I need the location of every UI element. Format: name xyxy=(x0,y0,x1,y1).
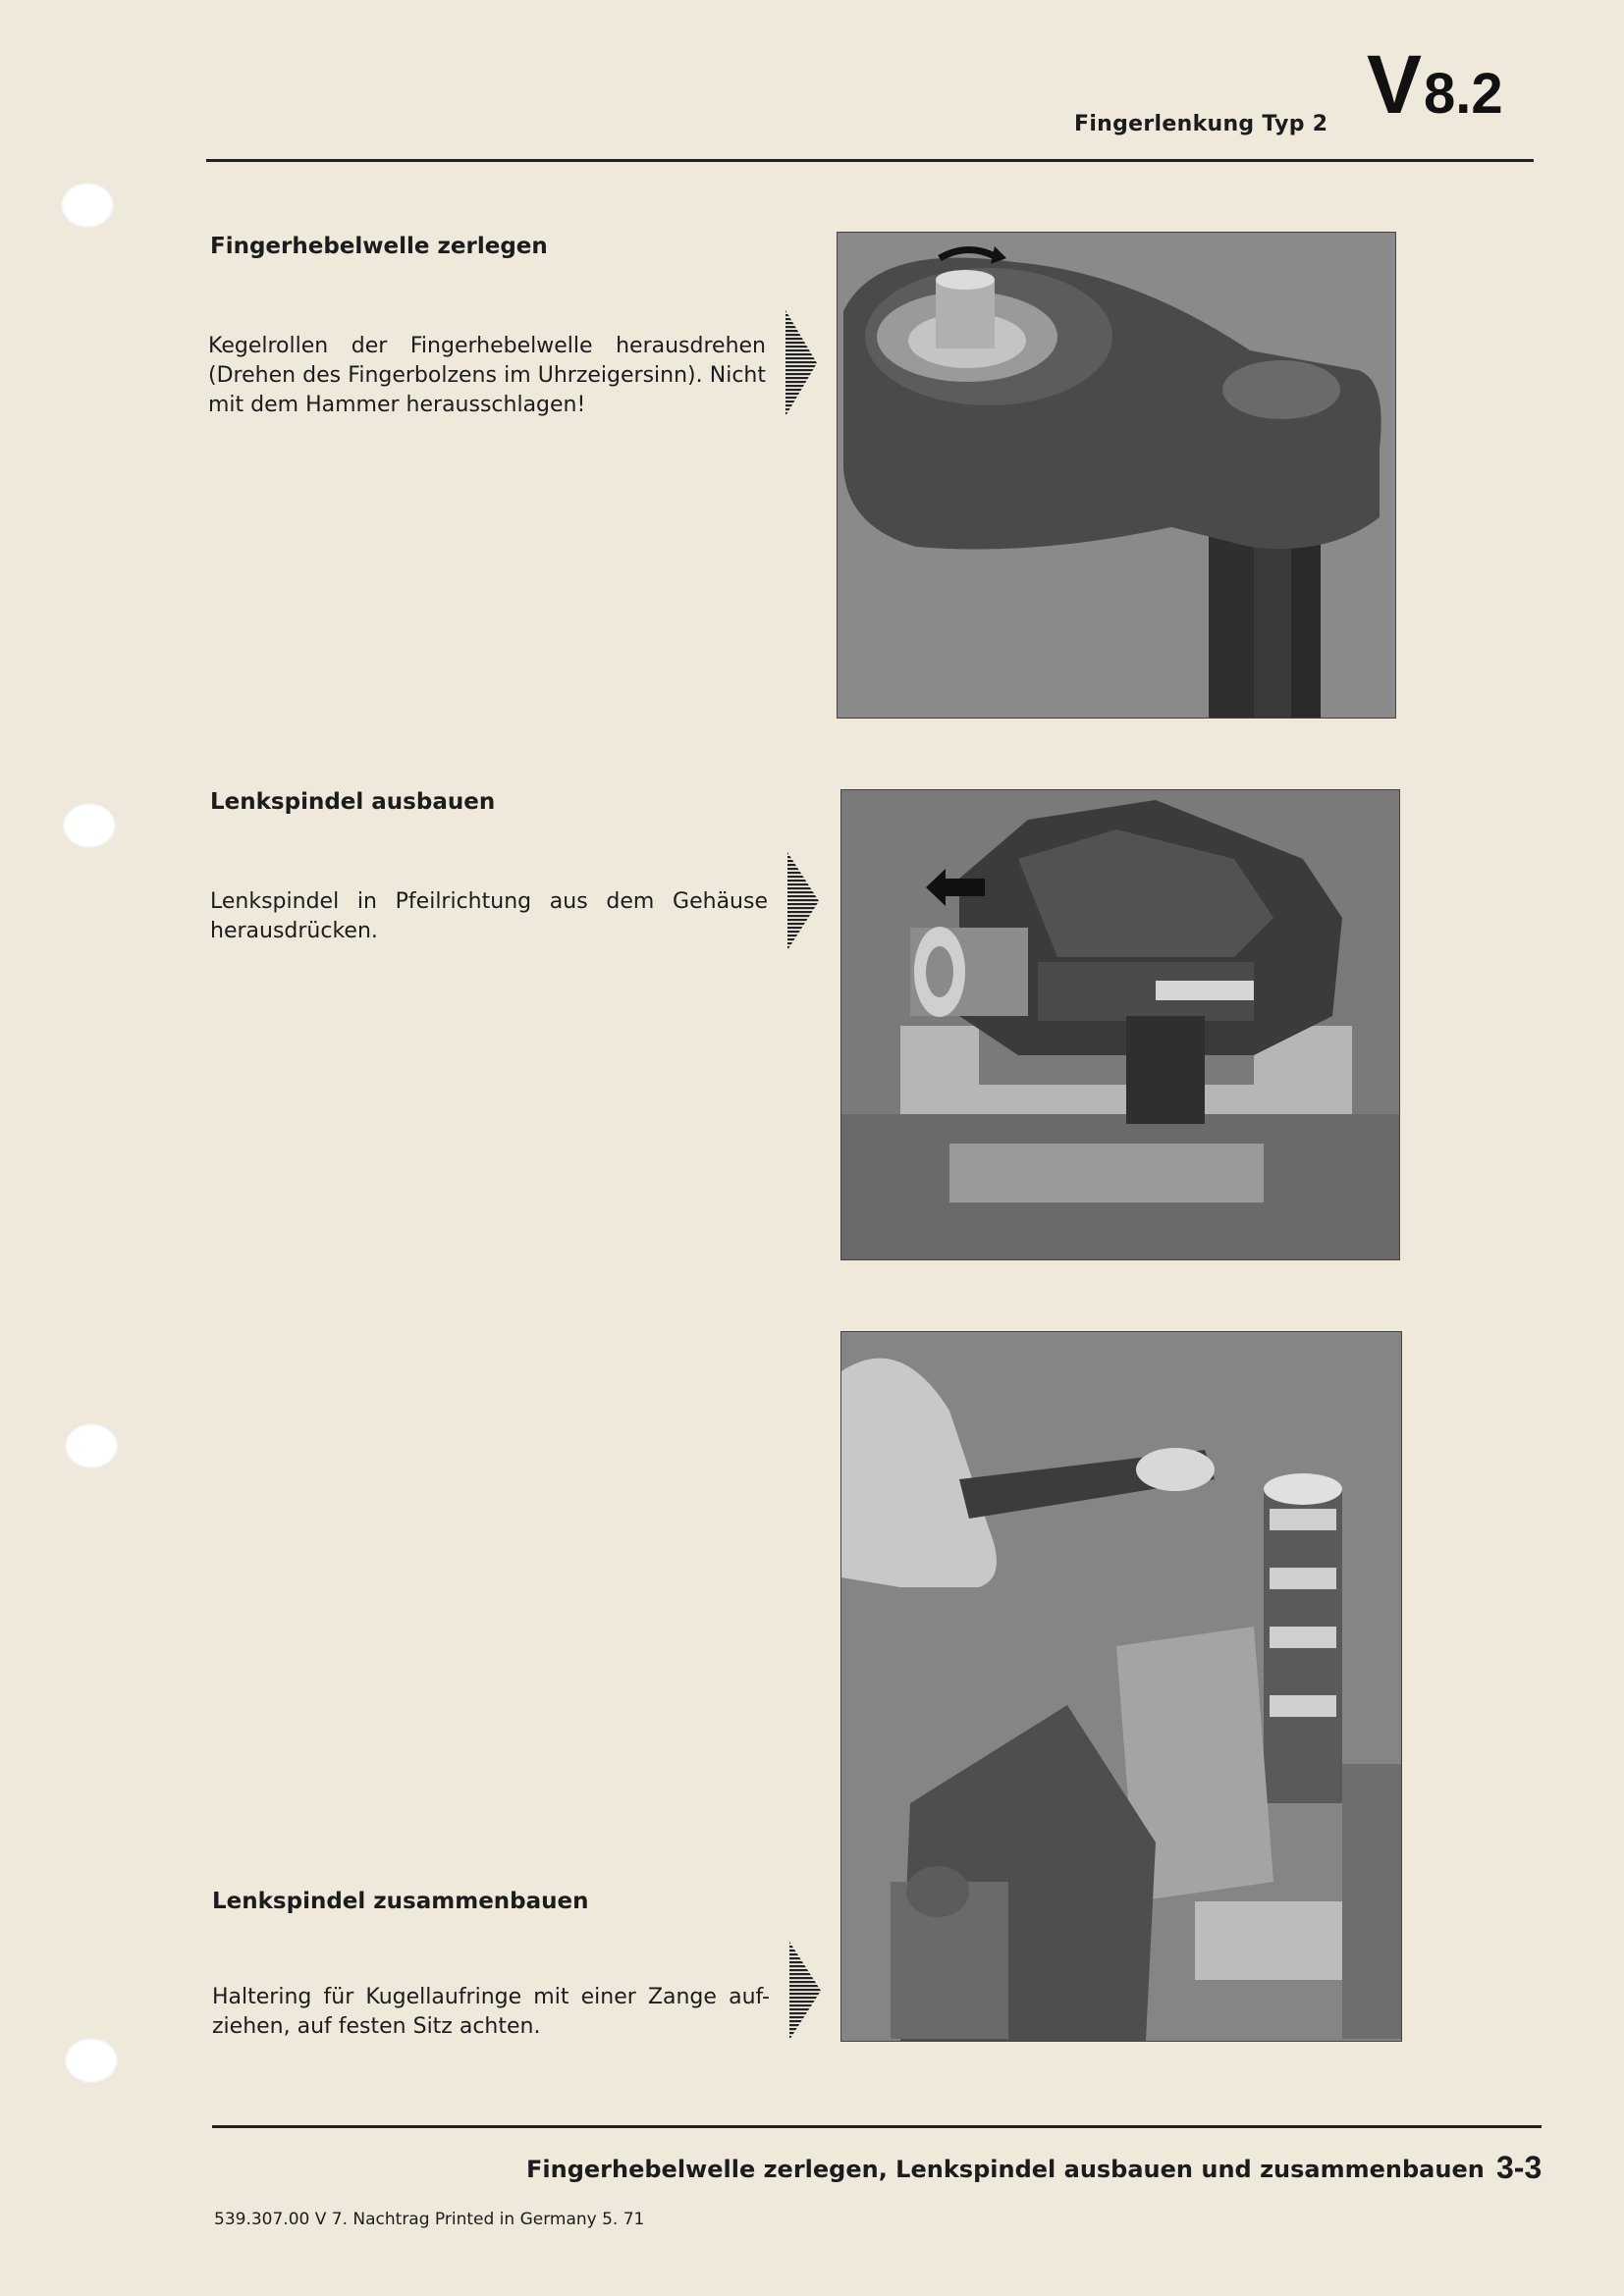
section-text: Kegelrollen der Fingerhebelwelle herausdrehen (Drehen des Fingerbolzens im Uhrzeigersinn). Nicht mit dem Hammer herausschlagen! xyxy=(208,334,766,417)
photo-finger-shaft xyxy=(837,232,1396,719)
section-code-number: 8.2 xyxy=(1424,62,1503,126)
section-heading: Fingerhebelwelle zerlegen xyxy=(210,234,548,259)
section-text: Lenkspindel in Pfeilrichtung aus dem Gehäuse herausdrücken. xyxy=(210,889,768,943)
punch-hole xyxy=(65,1423,118,1468)
arrow-marker-icon xyxy=(789,1942,821,2040)
print-info: 539.307.00 V 7. Nachtrag Printed in Germany 5. 71 xyxy=(214,2210,645,2229)
page-number: 3-3 xyxy=(1496,2150,1543,2185)
arrow-marker-icon xyxy=(787,852,819,950)
header-rule xyxy=(206,159,1534,162)
arrow-marker-icon xyxy=(785,310,817,416)
section-heading: Lenkspindel zusammenbauen xyxy=(212,1889,589,1914)
punch-hole xyxy=(65,2038,118,2083)
section-heading: Lenkspindel ausbauen xyxy=(210,789,496,815)
photo-steering-spindle-assembly xyxy=(840,1331,1402,2042)
punch-hole xyxy=(61,183,114,228)
photo-steering-spindle-removal xyxy=(840,789,1400,1260)
punch-hole xyxy=(63,803,116,848)
footer-rule xyxy=(212,2125,1542,2128)
section-text: Haltering für Kugellaufringe mit einer Zange auf- ziehen, auf festen Sitz achten. xyxy=(212,1985,770,2039)
section-code-letter: V xyxy=(1367,38,1423,131)
section-title: Fingerlenkung Typ 2 xyxy=(1074,112,1328,136)
footer-title: Fingerhebelwelle zerlegen, Lenkspindel ausbauen und zusammenbauen xyxy=(526,2156,1485,2183)
section-code xyxy=(1367,38,1503,131)
